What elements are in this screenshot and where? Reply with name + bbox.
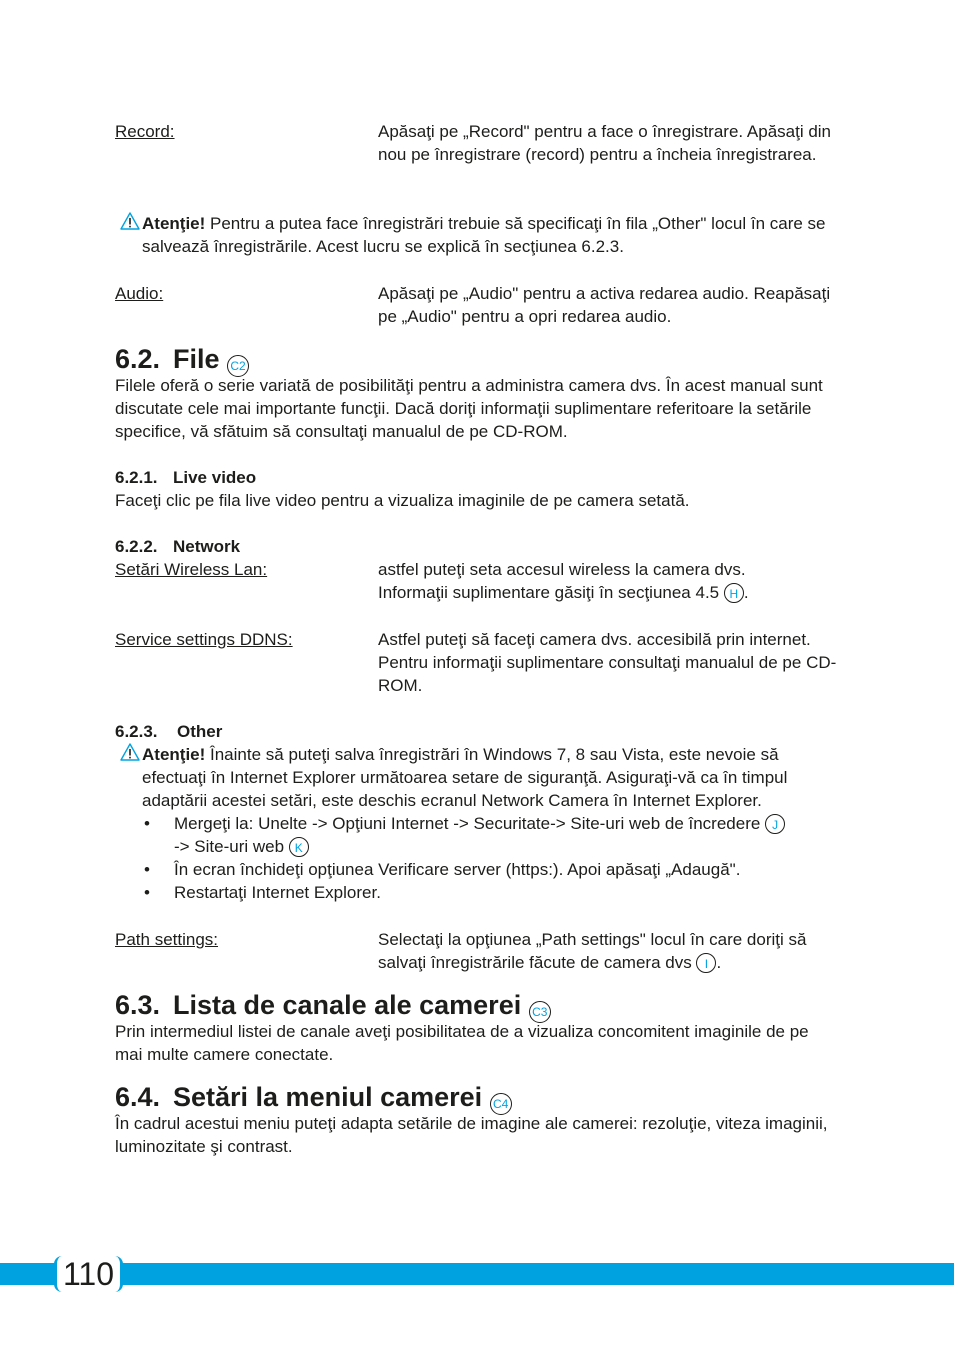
audio-term: Audio: (115, 284, 164, 303)
ddns-description: Astfel puteţi să faceţi camera dvs. accesibilă prin internet. Pentru informaţii suplimentare consultaţi manualul de pe CD-ROM. (378, 630, 837, 695)
heading-6-3 (115, 989, 551, 1024)
warning-label: Atenţie! (142, 214, 206, 233)
path-description: Selectaţi la opţiunea „Path settings" locul în care doriţi să salvaţi înregistrările făcute de camera dvs I . (378, 930, 807, 972)
step-text: Restartaţi Internet Explorer. (174, 883, 381, 902)
wireless-description (378, 558, 843, 604)
heading-title: File (173, 344, 220, 374)
badge-i-icon: I (696, 953, 716, 973)
heading-title: Network (173, 537, 241, 556)
heading-number: 6.2.1. (115, 468, 158, 487)
warning-recording-note (142, 212, 842, 258)
section-6-2-body: Filele oferă o serie variată de posibilităţi pentru a administra camera dvs. În acest manual sunt discutate cele mai importante funcţii. Dacă doriţi informaţii suplimentare referitoare la setările specifice, vă sfătuim să consultaţi manualul de pe CD-ROM. (115, 376, 823, 441)
page-number: 110 (54, 1256, 123, 1292)
heading-6-2 (115, 343, 249, 378)
wireless-desc-line2: Informaţii suplimentare găsiţi în secţiunea 4.5 H . (378, 583, 749, 602)
bullet-icon: • (144, 814, 150, 833)
section-6-2-1-body: Faceţi clic pe fila live video pentru a vizualiza imaginile de pe camera setată. (115, 491, 690, 510)
heading-number: 6.2. (115, 344, 161, 374)
bullet-icon: • (144, 860, 150, 879)
badge-c2-icon: C2 (227, 355, 249, 377)
warning-triangle-icon (120, 743, 140, 761)
badge-k-icon: K (289, 837, 309, 857)
warning-security-note (142, 743, 842, 812)
wireless-term: Setări Wireless Lan: (115, 560, 268, 579)
step-text: În ecran închideţi opţiunea Verificare server (https:). Apoi apăsaţi „Adaugă". (174, 860, 741, 879)
heading-number: 6.4. (115, 1082, 161, 1112)
path-term: Path settings: (115, 930, 219, 949)
warning-text: Pentru a putea face înregistrări trebuie să specificaţi în fila „Other" locul în care se salvează înregistrările. Acest lucru se explică în secţiunea 6.2.3. (142, 214, 826, 256)
path-desc-text: Selectaţi la opţiunea „Path settings" locul în care doriţi să salvaţi înregistrările făcute de camera dvs (378, 930, 807, 972)
warning-text: Înainte să puteţi salva înregistrări în Windows 7, 8 sau Vista, este nevoie să efectuaţi în Internet Explorer următoarea setare de siguranţă. Asiguraţi-vă ca în timpul adaptării acestei setări, este deschis ecranul Network Camera în Internet Explorer. (142, 745, 788, 810)
warning-label: Atenţie! (142, 745, 206, 764)
heading-title: Setări la meniul camerei (173, 1082, 483, 1112)
heading-6-2-2 (115, 535, 240, 558)
list-item (142, 881, 842, 904)
heading-6-2-3 (115, 720, 222, 743)
heading-title: Other (177, 722, 223, 741)
wireless-desc-text: Informaţii suplimentare găsiţi în secţiunea 4.5 (378, 583, 720, 602)
record-term: Record: (115, 122, 175, 141)
warning-triangle-icon (120, 212, 140, 230)
heading-6-4 (115, 1081, 512, 1116)
ddns-term: Service settings DDNS: (115, 630, 293, 649)
section-6-4-body: În cadrul acestui meniu puteţi adapta setările de imagine ale camerei: rezoluţie, viteza imaginii, luminozitate şi contrast. (115, 1114, 828, 1156)
step-text: Mergeţi la: Unelte -> Opţiuni Internet -> Securitate-> Site-uri web de încredere (174, 814, 761, 833)
heading-number: 6.2.2. (115, 537, 158, 556)
section-6-3-body: Prin intermediul listei de canale aveţi posibilitatea de a vizualiza concomitent imaginile de pe mai multe camere conectate. (115, 1022, 809, 1064)
badge-c3-icon: C3 (529, 1001, 551, 1023)
footer-bar (0, 1263, 954, 1285)
audio-description: Apăsaţi pe „Audio" pentru a activa redarea audio. Reapăsaţi pe „Audio" pentru a opri redarea audio. (378, 284, 831, 326)
list-item (142, 858, 842, 881)
list-item (142, 812, 842, 858)
badge-c4-icon: C4 (490, 1093, 512, 1115)
badge-j-icon: J (765, 814, 785, 834)
heading-6-2-1 (115, 466, 256, 489)
badge-h-icon: H (724, 583, 744, 603)
bullet-icon: • (144, 883, 150, 902)
wireless-desc-line1: astfel puteţi seta accesul wireless la camera dvs. (378, 560, 746, 579)
heading-title: Live video (173, 468, 257, 487)
steps-list (142, 812, 842, 904)
step-text-cont: -> Site-uri web (174, 837, 285, 856)
heading-number: 6.3. (115, 990, 161, 1020)
record-description: Apăsaţi pe „Record" pentru a face o înregistrare. Apăsaţi din nou pe înregistrare (record) pentru a încheia înregistrarea. (378, 122, 832, 164)
heading-number: 6.2.3. (115, 722, 158, 741)
heading-title: Lista de canale ale camerei (173, 990, 522, 1020)
